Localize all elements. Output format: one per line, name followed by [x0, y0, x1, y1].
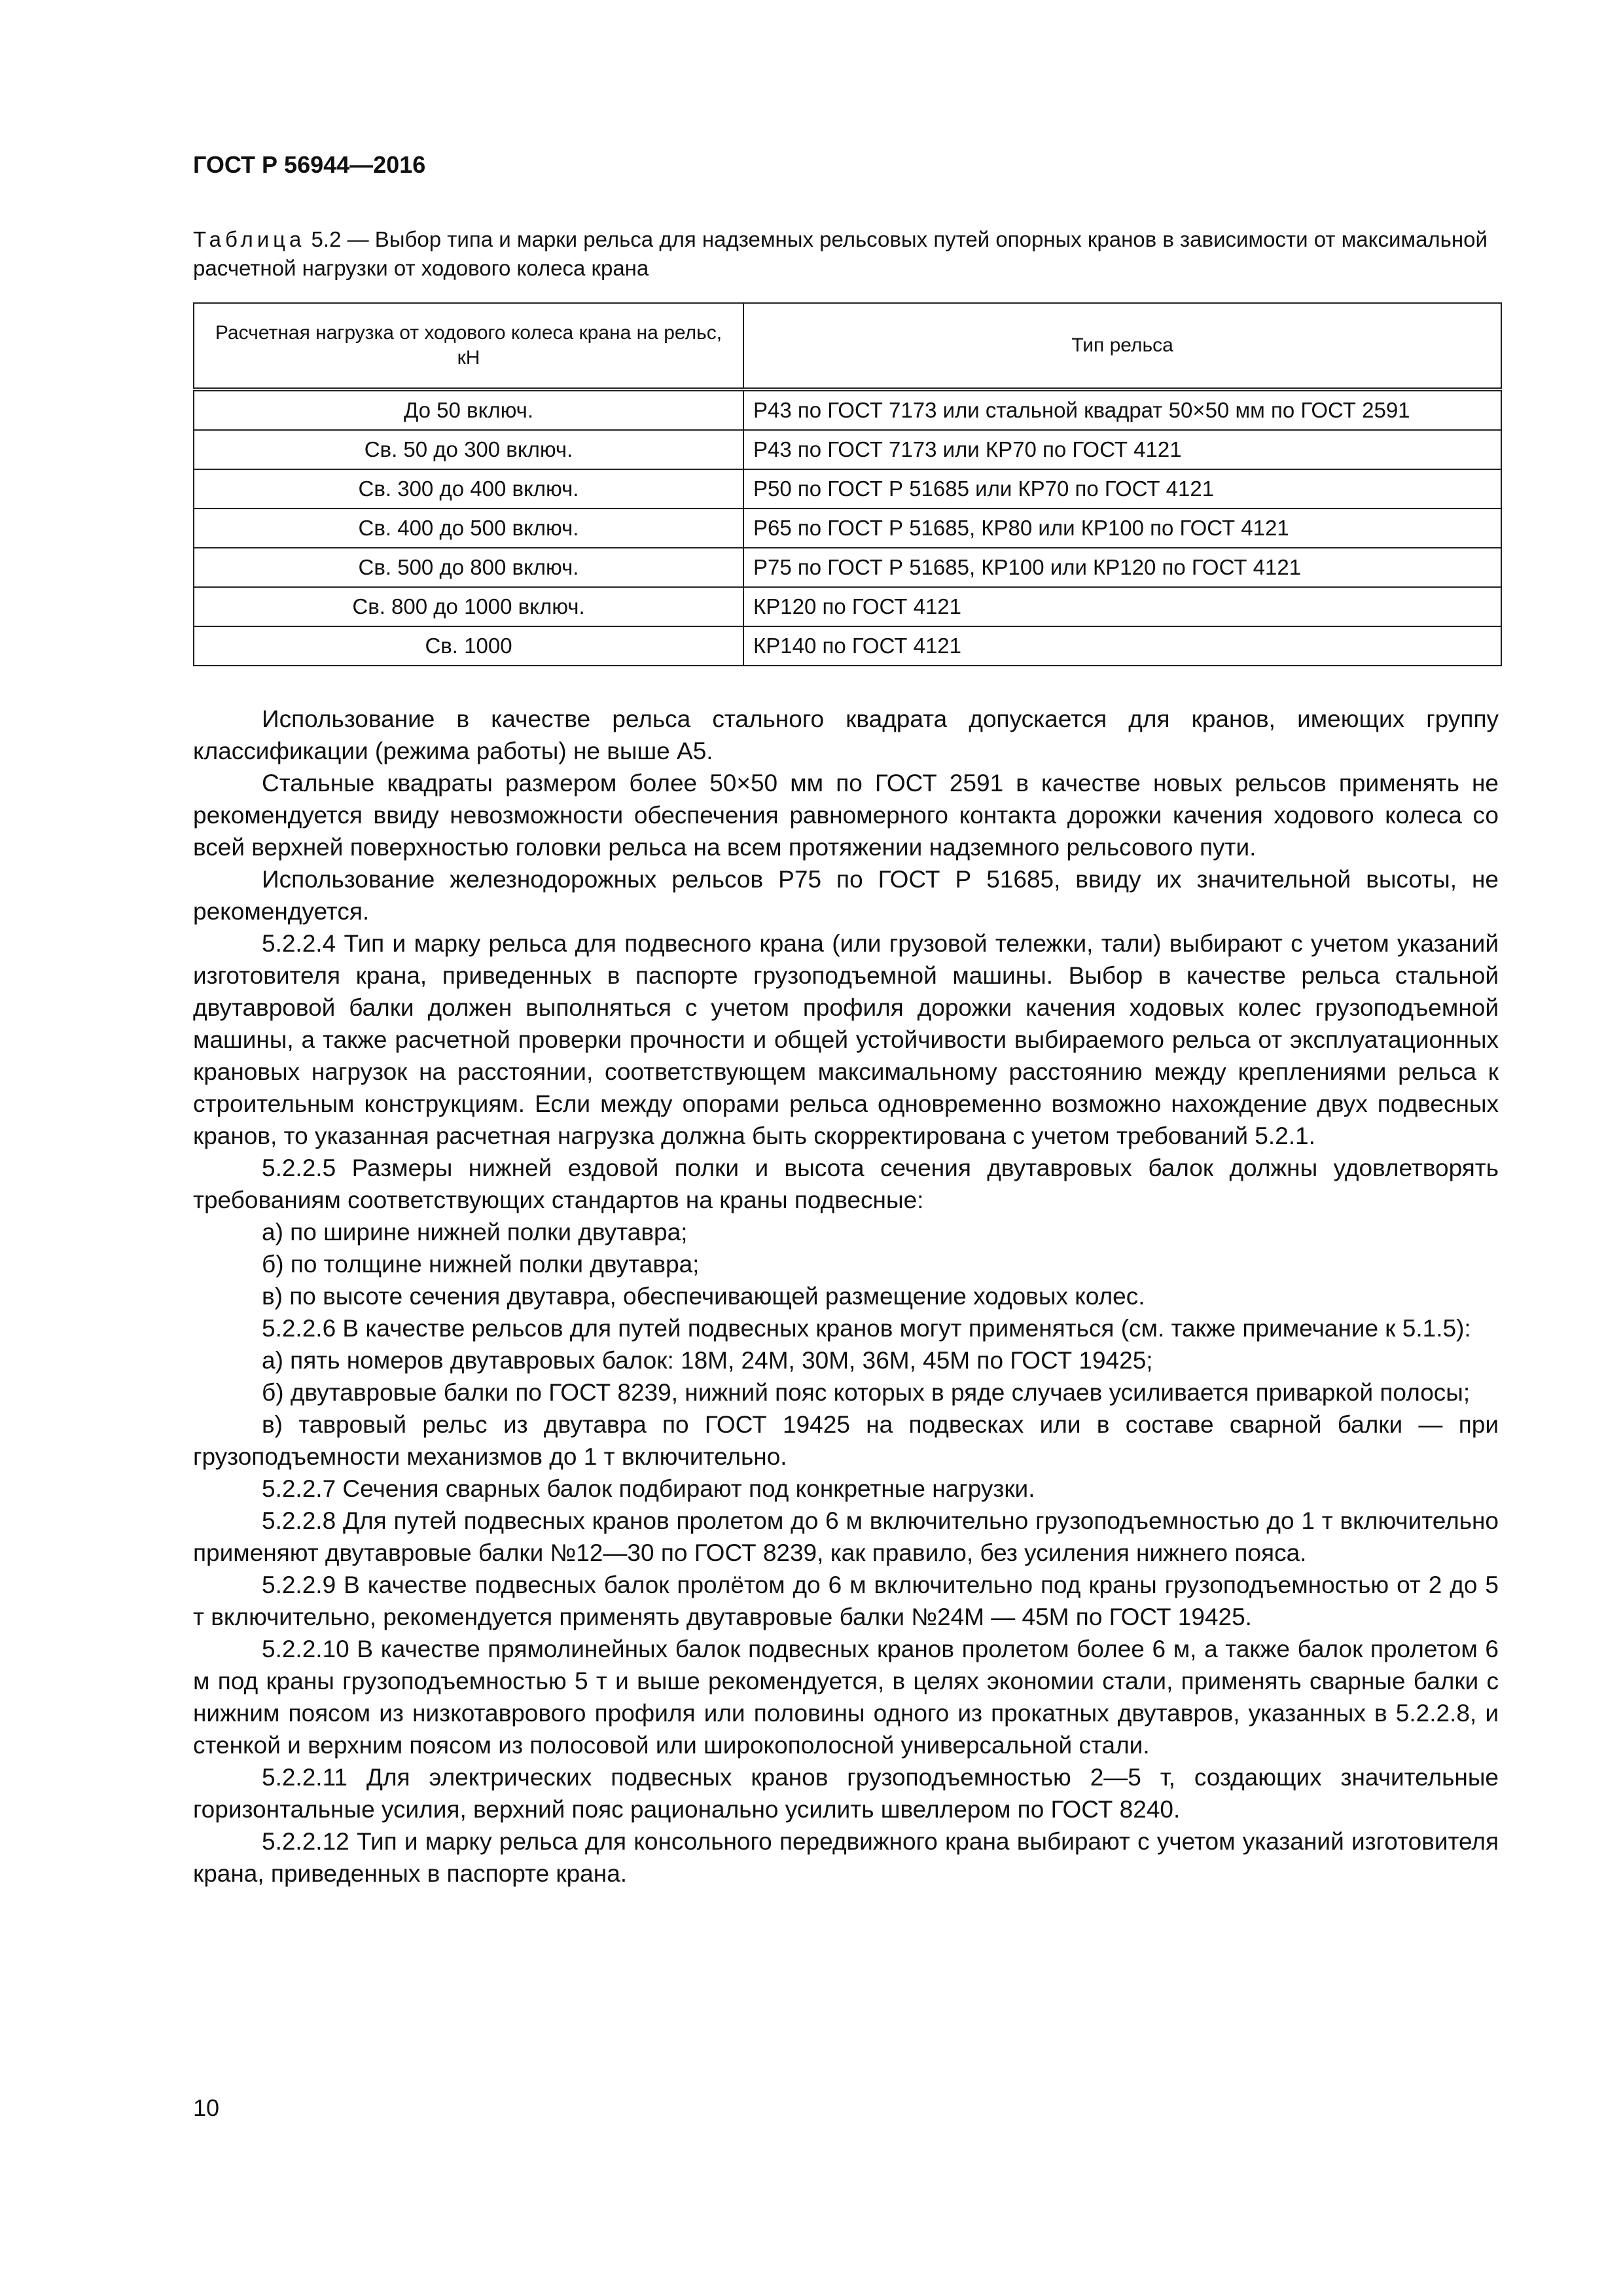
list-item: б) по толщине нижней полки двутавра; — [262, 1251, 700, 1278]
rail-selection-table — [193, 302, 1502, 666]
paragraph: 5.2.2.11 Для электрических подвесных кранов грузоподъемностью 2—5 т, создающих значительные горизонтальные усилия, верхний пояс рационально усилить швеллером по ГОСТ 8240. — [193, 1764, 1499, 1823]
paragraph: Использование железнодорожных рельсов Р75 по ГОСТ Р 51685, ввиду их значительной высоты, не рекомендуется. — [193, 866, 1499, 925]
list-item: б) двутавровые балки по ГОСТ 8239, нижний пояс которых в ряде случаев усиливается приваркой полосы; — [262, 1379, 1471, 1406]
list-item: в) по высоте сечения двутавра, обеспечивающей размещение ходовых колес. — [262, 1283, 1145, 1310]
table-row — [194, 469, 1501, 509]
paragraph: 5.2.2.6 В качестве рельсов для путей подвесных кранов могут применяться (см. также примечание к 5.1.5): — [262, 1315, 1471, 1342]
column-header-rail-type: Тип рельса — [743, 303, 1501, 389]
table-cell-rail: Р43 по ГОСТ 7173 или КР70 по ГОСТ 4121 — [743, 430, 1501, 469]
table-cell-load: Св. 400 до 500 включ. — [194, 509, 743, 548]
table-row — [194, 548, 1501, 587]
paragraph: Стальные квадраты размером более 50×50 мм по ГОСТ 2591 в качестве новых рельсов применять не рекомендуется ввиду невозможности обеспечения равномерного контакта дорожки качения ходового колеса со всей верхней поверхностью головки рельса на всем протяжении надземного рельсового пути. — [193, 770, 1499, 861]
table-row — [194, 626, 1501, 666]
table-caption-text: 5.2 — Выбор типа и марки рельса для надземных рельсовых путей опорных кранов в зависимости от максимальной расчетной нагрузки от ходового колеса крана — [193, 227, 1488, 280]
list-item: а) по ширине нижней полки двутавра; — [262, 1219, 688, 1246]
table-cell-rail: КР120 по ГОСТ 4121 — [743, 587, 1501, 626]
table-cell-load: Св. 50 до 300 включ. — [194, 430, 743, 469]
table-row — [194, 509, 1501, 548]
table-row — [194, 430, 1501, 469]
paragraph: 5.2.2.10 В качестве прямолинейных балок подвесных кранов пролетом более 6 м, а также балок пролетом 6 м под краны грузоподъемностью 5 т и выше рекомендуется, в целях экономии стали, применять сварные балки с нижним поясом из низкотаврового профиля или половины одного из прокатных двутавров, указанных в 5.2.2.8, и стенкой и верхним поясом из полосовой или широкополосной универсальной стали. — [193, 1636, 1499, 1759]
table-cell-load: Св. 800 до 1000 включ. — [194, 587, 743, 626]
paragraph: 5.2.2.9 В качестве подвесных балок пролётом до 6 м включительно под краны грузоподъемностью от 2 до 5 т включительно, рекомендуется применять двутавровые балки №24М — 45М по ГОСТ 19425. — [193, 1571, 1499, 1630]
paragraph: Использование в качестве рельса стального квадрата допускается для кранов, имеющих группу классификации (режима работы) не выше А5. — [193, 706, 1499, 764]
body-text — [193, 703, 1499, 1890]
page-number: 10 — [193, 2094, 220, 2121]
paragraph: 5.2.2.4 Тип и марку рельса для подвесного крана (или грузовой тележки, тали) выбирают с учетом указаний изготовителя крана, приведенных в паспорте грузоподъемной машины. Выбор в качестве рельса стальной двутавровой балки должен выполняться с учетом профиля дорожки качения ходовых колес грузоподъемной машины, а также расчетной проверки прочности и общей устойчивости выбираемого рельса от эксплуатационных крановых нагрузок на расстоянии, соответствующем максимальному расстоянию между креплениями рельса к строительным конструкциям. Если между опорами рельса одновременно возможно нахождение двух подвесных кранов, то указанная расчетная нагрузка должна быть скорректирована с учетом требований 5.2.1. — [193, 930, 1499, 1149]
table-header-row — [194, 303, 1501, 389]
table-cell-rail: Р65 по ГОСТ Р 51685, КР80 или КР100 по ГОСТ 4121 — [743, 509, 1501, 548]
table-cell-rail: КР140 по ГОСТ 4121 — [743, 626, 1501, 666]
document-page — [193, 131, 1499, 1890]
table-cell-rail: Р50 по ГОСТ Р 51685 или КР70 по ГОСТ 4121 — [743, 469, 1501, 509]
table-caption — [193, 225, 1499, 283]
paragraph: 5.2.2.5 Размеры нижней ездовой полки и высота сечения двутавровых балок должны удовлетворять требованиям соответствующих стандартов на краны подвесные: — [193, 1155, 1499, 1213]
paragraph: 5.2.2.7 Сечения сварных балок подбирают под конкретные нагрузки. — [262, 1475, 1035, 1502]
list-item: а) пять номеров двутавровых балок: 18М, 24М, 30М, 36М, 45М по ГОСТ 19425; — [262, 1347, 1153, 1374]
table-cell-load: До 50 включ. — [194, 389, 743, 430]
paragraph: 5.2.2.8 Для путей подвесных кранов пролетом до 6 м включительно грузоподъемностью до 1 т включительно применяют двутавровые балки №12—30 по ГОСТ 8239, как правило, без усиления нижнего пояса. — [193, 1507, 1499, 1566]
document-header: ГОСТ Р 56944—2016 — [193, 151, 426, 178]
table-caption-label: Таблица — [193, 227, 306, 251]
table-cell-rail: Р75 по ГОСТ Р 51685, КР100 или КР120 по ГОСТ 4121 — [743, 548, 1501, 587]
table-row — [194, 389, 1501, 430]
table-row — [194, 587, 1501, 626]
paragraph: 5.2.2.12 Тип и марку рельса для консольного передвижного крана выбирают с учетом указаний изготовителя крана, приведенных в паспорте крана. — [193, 1828, 1499, 1887]
column-header-load: Расчетная нагрузка от ходового колеса крана на рельс, кН — [194, 303, 743, 389]
list-item: в) тавровый рельс из двутавра по ГОСТ 19425 на подвесках или в составе сварной балки — при грузоподъемности механизмов до 1 т включительно. — [193, 1411, 1499, 1470]
table-cell-load: Св. 1000 — [194, 626, 743, 666]
table-cell-load: Св. 300 до 400 включ. — [194, 469, 743, 509]
table-cell-load: Св. 500 до 800 включ. — [194, 548, 743, 587]
table-cell-rail: Р43 по ГОСТ 7173 или стальной квадрат 50×50 мм по ГОСТ 2591 — [743, 389, 1501, 430]
